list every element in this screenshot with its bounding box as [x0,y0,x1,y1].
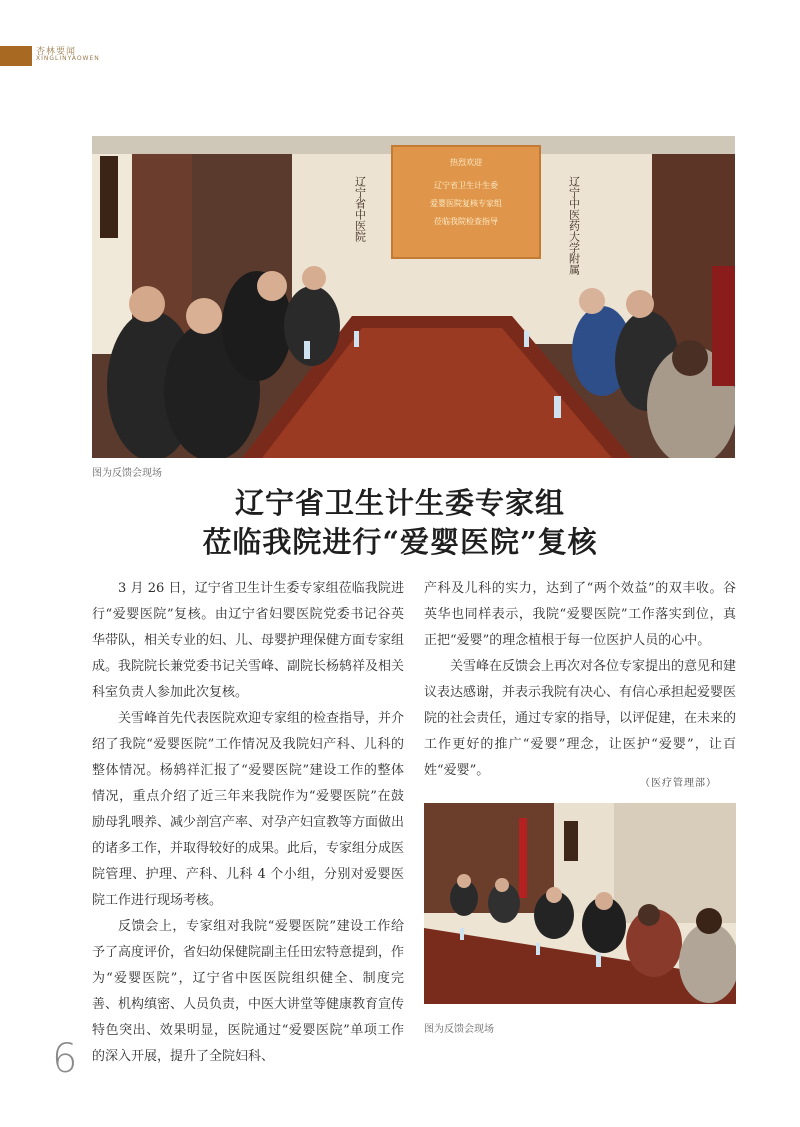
article-column-right [424,576,736,784]
paragraph: 产科及儿科的实力，达到了“两个效益”的双丰收。谷英华也同样表示，我院“爱婴医院”工作落实到位，真正把“爱婴”的理念植根于每一位医护人员的心中。 [424,581,736,648]
header-accent-bar [0,46,32,66]
photo-caption-top: 图为反馈会现场 [92,468,162,479]
paragraph: 关雪峰在反馈会上再次对各位专家提出的意见和建议表达感谢，并表示我院有决心、有信心承担起爱婴医院的社会责任，通过专家的指导，以评促建，在未来的工作更好的推广“爱婴”理念，让医护“爱婴”，让百姓“爱婴”。 [424,659,737,778]
screen-line-1: 热烈欢迎 [450,158,482,167]
paragraph: 关雪峰首先代表医院欢迎专家组的检查指导，并介绍了我院“爱婴医院”工作情况及我院妇产科、儿科的整体情况。杨鸫祥汇报了“爱婴医院”建设工作的整体情况，重点介绍了近三年来我院作为“爱婴医院”在鼓励母乳喂养、减少剖宫产率、对孕产妇宣教等方面做出的诸多工作，并取得较好的成果。此后，专家组分成医院管理、护理、产科、儿科 4 个小组，分别对爱婴医院工作进行现场考核。 [92,711,405,908]
screen-line-4: 莅临我院检查指导 [434,217,498,226]
screen-line-2: 辽宁省卫生计生委 [434,181,498,190]
paragraph: 3 月 26 日，辽宁省卫生计生委专家组莅临我院进行“爱婴医院”复核。由辽宁省妇婴医院党委书记谷英华带队，相关专业的妇、儿、母婴护理保健方面专家组成。我院院长兼党委书记关雪峰、副院长杨鸫祥及相关科室负责人参加此次复核。 [92,581,405,700]
sign-right: 辽宁中医药大学附属 [567,176,581,275]
photo-caption-bottom: 图为反馈会现场 [424,1024,494,1035]
article-signature: （医疗管理部） [640,778,717,789]
article-title-line-1: 辽宁省卫生计生委专家组 [234,486,565,520]
page-number: 6 [52,1036,78,1082]
article-title-line-2: 莅临我院进行“爱婴医院”复核 [202,525,598,559]
magazine-section-title-en: XINGLINYAOWEN [36,55,100,62]
article-column-left [92,576,404,1070]
sign-left: 辽宁省中医院 [353,176,367,242]
magazine-section-title: 杏林要闻 [36,47,77,57]
meeting-photo-bottom [424,803,736,1004]
screen-line-3: 爱婴医院复核专家组 [430,199,502,208]
paragraph: 反馈会上，专家组对我院“爱婴医院”建设工作给予了高度评价，省妇幼保健院副主任田宏特意提到，作为“爱婴医院”，辽宁省中医医院组织健全、制度完善、机构缜密、人员负责，中医大讲堂等健康教育宣传特色突出、效果明显，医院通过“爱婴医院”单项工作的深入开展，提升了全院妇科、 [92,919,405,1064]
meeting-photo-top [92,136,735,458]
